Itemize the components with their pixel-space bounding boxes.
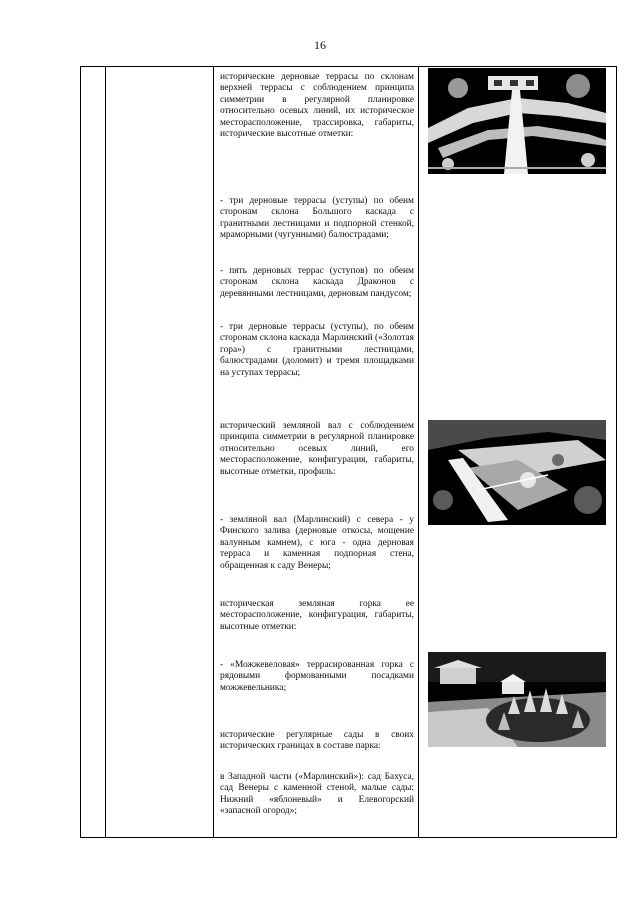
paragraph-earth-rampart-intro: исторический земляной вал с соблюдением принципа симметрии в регулярной планировке относительно осевых линий, его месторасположение, конфигурация, габариты, высотные отметки, профиль: <box>220 421 414 477</box>
photo-juniper-hill-image <box>428 652 606 747</box>
paragraph-gardens-intro: исторические регулярные сады в своих исторических границах в составе парка: <box>220 730 414 752</box>
photo-juniper-hill <box>428 652 606 747</box>
photo-rampart-aerial-image <box>428 420 606 525</box>
paragraph-terraces-intro: исторические дерновые террасы по склонам верхней террасы с соблюдением принципа симметрии в регулярной планировке относительно осевых линий, их историческое месторасположение, трассировка, габариты, исторические высотные отметки: <box>220 72 414 140</box>
table-border-right <box>616 66 617 838</box>
photo-rampart-aerial <box>428 420 606 525</box>
photo-terraces-aerial-image <box>428 68 606 174</box>
table-divider-1 <box>105 66 106 838</box>
paragraph-marly-rampart: - земляной вал (Марлинский) с севера - у Финского залива (дерновые откосы, мощение валунным камнем), с юга - одна дерновая терраса и каменная подпорная стена, обращенная к саду Венеры; <box>220 515 414 571</box>
photo-terraces-aerial <box>428 68 606 174</box>
table-border-bottom <box>80 837 617 838</box>
table-divider-2 <box>213 66 214 838</box>
paragraph-juniper-hill: - «Можжевеловая» террасированная горка с рядовыми формованными посадками можжевельника; <box>220 660 414 693</box>
paragraph-hill-intro: историческая земляная горка ее месторасположение, конфигурация, габариты, высотные отметки: <box>220 599 414 632</box>
table-border-top <box>80 66 617 67</box>
paragraph-marly-cascade: - три дерновые террасы (уступы), по обеим сторонам склона каскада Марлинский («Золотая гора») с гранитными лестницами, балюстрадами (доломит) и тремя площадками на уступах террасы; <box>220 322 414 378</box>
paragraph-western-gardens: в Западной части («Марлинский»): сад Бахуса, сад Венеры с каменной стеной, малые сады: Нижний «яблоневый» и Елевогорский «запасной огород»; <box>220 772 414 817</box>
table-border-left <box>80 66 81 838</box>
paragraph-dragon-cascade: - пять дерновых террас (уступов) по обеим сторонам склона каскада Драконов с деревянными лестницами, дерновым пандусом; <box>220 266 414 299</box>
paragraph-grand-cascade: - три дерновые террасы (уступы) по обеим сторонам склона Большого каскада с гранитными лестницами и подпорной стенкой, мраморными (чугунными) балюстрадами; <box>220 196 414 241</box>
table-divider-3 <box>418 66 419 838</box>
page-number: 16 <box>314 38 326 52</box>
